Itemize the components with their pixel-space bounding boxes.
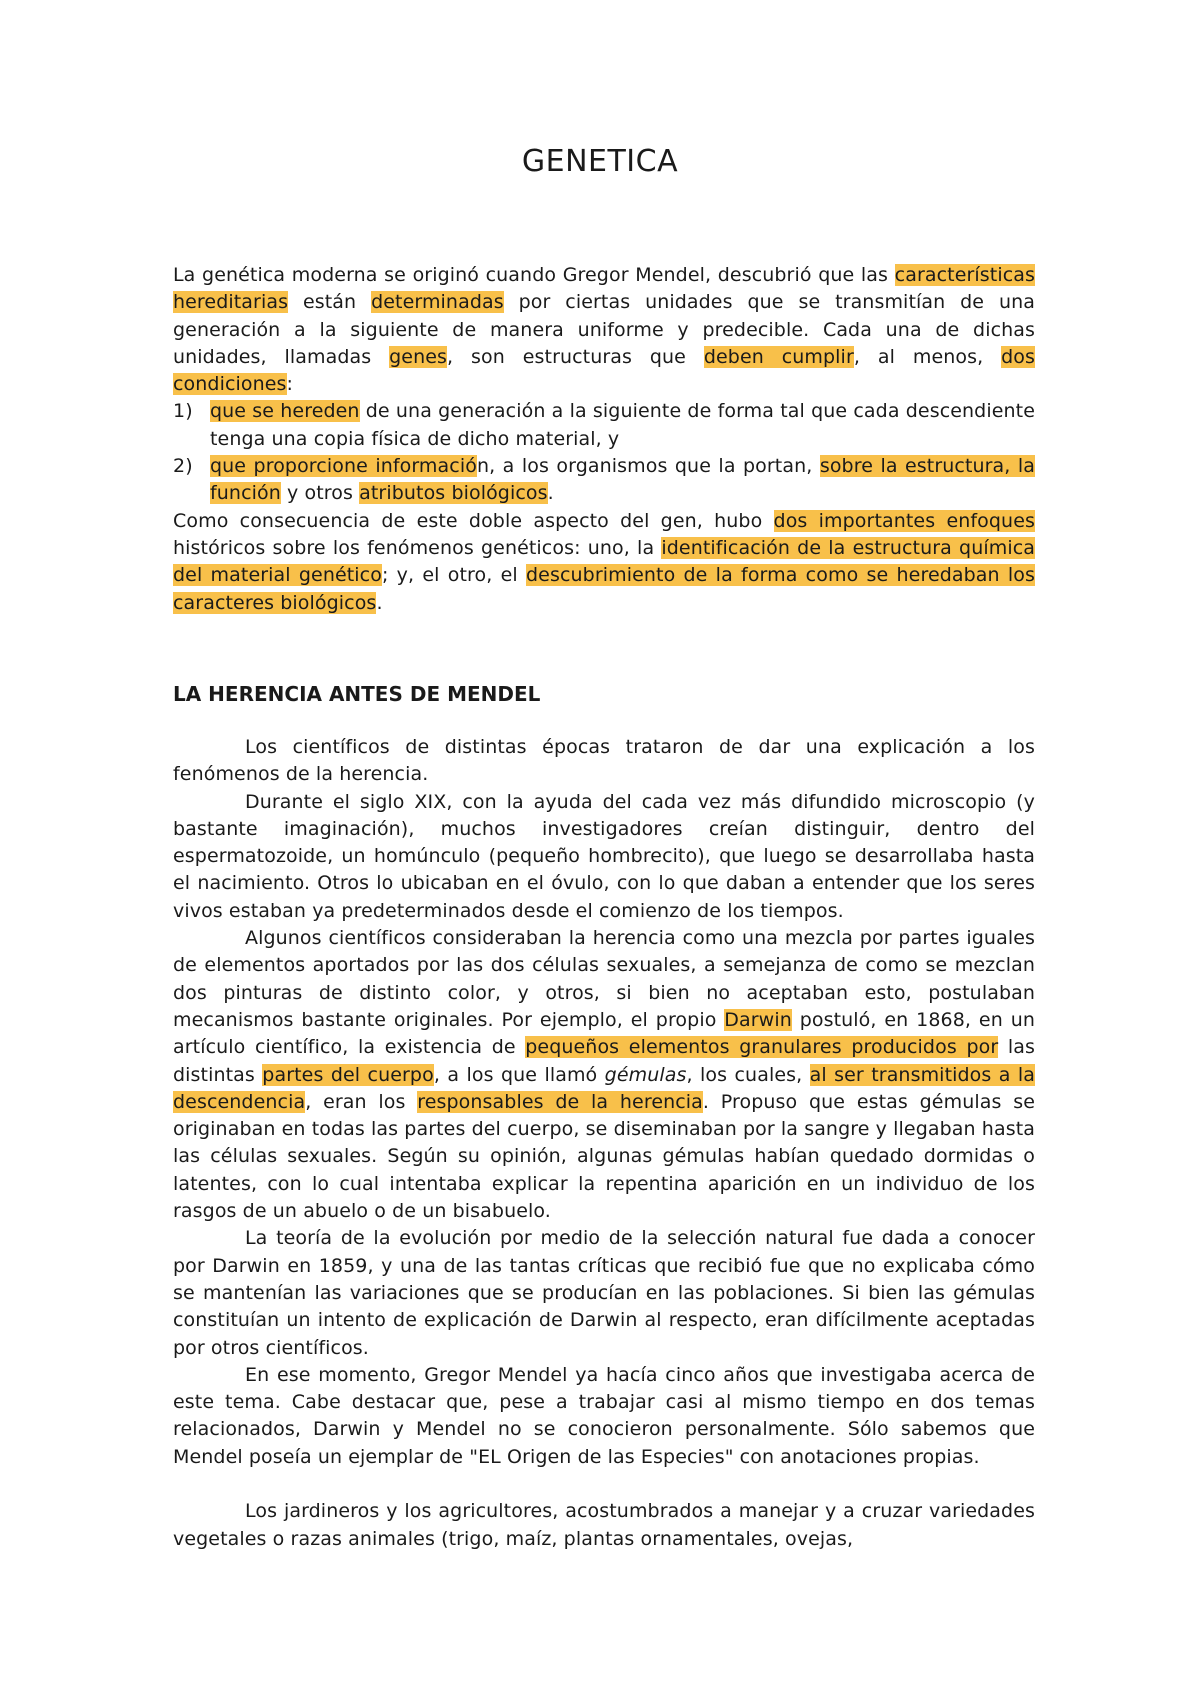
section-heading: LA HERENCIA ANTES DE MENDEL xyxy=(173,682,541,706)
highlight: responsables de la herencia xyxy=(417,1090,703,1113)
text-run: ; y, el otro, el xyxy=(381,564,527,587)
body-block xyxy=(173,734,1035,1553)
highlight: deben cumplir xyxy=(703,345,854,368)
text-run: : xyxy=(286,373,294,396)
text-run: y otros xyxy=(280,482,360,505)
highlight: sobre la estructura, la función xyxy=(210,455,1035,505)
text-run: , eran los xyxy=(305,1090,418,1113)
paragraph: Durante el siglo XIX, con la ayuda del cada vez más difundido microscopio (y bastante imaginación), muchos investigadores creían distinguir, dentro del espermatozoide, un homúnculo (pequeño hombrecito), que luego se desarrollaba hasta el nacimiento. Otros lo ubicaban en el óvulo, con lo que daban a entender que los seres vivos estaban ya predeterminados desde el comienzo de los tiempos. xyxy=(173,790,1035,922)
highlight: pequeños elementos granulares producidos por xyxy=(525,1036,999,1059)
text-run: , a los que llamó xyxy=(433,1063,605,1086)
text-run: . xyxy=(547,482,554,505)
text-run: Algunos científicos consideraban la herencia como una mezcla por partes iguales de elementos aportados por las dos células sexuales, a semejanza de como se mezclan dos pinturas de distinto color, y otros, si bien no aceptaban esto, postulaban mecanismos bastante originales. Por ejemplo, el propio xyxy=(173,927,1035,1031)
list-item xyxy=(173,453,1035,508)
highlight: dos importantes enfoques xyxy=(773,509,1035,532)
highlight: identificación de la estructura química del material genético xyxy=(173,536,1035,587)
text-run: . Propuso que estas gémulas se originaban en todas las partes del cuerpo, se diseminaban por la sangre y llegaban hasta las células sexuales. Según su opinión, algunas gémulas habían quedado dormidas o latentes, con lo cual intentaba explicar la repentina aparición en un individuo de los rasgos de un abuelo o de un bisabuelo. xyxy=(173,1090,1035,1223)
highlight: dos condiciones xyxy=(173,345,1035,396)
text-run: postuló, en 1868, en un artículo científico, la existencia de xyxy=(173,1008,1036,1059)
highlight: partes del cuerpo xyxy=(262,1063,434,1086)
conditions-list xyxy=(173,398,1035,507)
highlight: descubrimiento de la forma como se heredaban los caracteres biológicos xyxy=(173,564,1036,614)
consequence-paragraph xyxy=(173,508,1035,617)
text-run: , son estructuras que xyxy=(447,345,704,368)
list-item xyxy=(173,398,1035,453)
highlight: al ser transmitidos a la descendencia xyxy=(173,1063,1036,1113)
text-run: las distintas xyxy=(173,1036,1035,1086)
text-run: n, a los organismos que la portan, xyxy=(476,455,820,478)
highlight: que proporcione informació xyxy=(210,455,477,478)
text-run: históricos sobre los fenómenos genéticos: uno, la xyxy=(173,536,662,559)
text-run: de una generación a la siguiente de forma tal que cada descendiente tenga una copia física de dicho material, y xyxy=(210,400,1035,450)
text-run: están xyxy=(288,291,372,314)
text-run: , los cuales, xyxy=(686,1063,810,1086)
highlight: atributos biológicos xyxy=(359,482,548,505)
paragraph: La teoría de la evolución por medio de la selección natural fue dada a conocer por Darwin en 1859, y una de las tantas críticas que recibió fue que no explicaba cómo se mantenían las variaciones que se producían en las poblaciones. Si bien las gémulas constituían un intento de explicación de Darwin al respecto, eran difícilmente aceptadas por otros científicos. xyxy=(173,1227,1035,1359)
text-run: Como consecuencia de este doble aspecto del gen, hubo xyxy=(173,509,774,532)
intro-paragraph xyxy=(173,262,1035,398)
text-run: por ciertas unidades que se transmitían de una generación a la siguiente de manera uniforme y predecible. Cada una de dichas unidades, llamadas xyxy=(173,291,1035,368)
intro-block xyxy=(173,262,1035,617)
paragraph: En ese momento, Gregor Mendel ya hacía cinco años que investigaba acerca de este tema. Cabe destacar que, pese a trabajar casi al mismo tiempo en dos temas relacionados, Darwin y Mendel no se conocieron personalmente. Sólo sabemos que Mendel poseía un ejemplar de "EL Origen de las Especies" con anotaciones propias. xyxy=(173,1363,1035,1468)
list-number: 1) xyxy=(173,400,193,423)
paragraph xyxy=(173,925,1035,1225)
document-title: GENETICA xyxy=(521,144,679,179)
paragraph: Los jardineros y los agricultores, acostumbrados a manejar y a cruzar variedades vegetales o razas animales (trigo, maíz, plantas ornamentales, ovejas, xyxy=(173,1500,1035,1550)
highlight: genes xyxy=(389,345,448,368)
paragraph-gap xyxy=(173,1471,1035,1498)
text-run: , al menos, xyxy=(853,345,1002,368)
highlight: características hereditarias xyxy=(173,264,1035,314)
paragraph: Los científicos de distintas épocas trataron de dar una explicación a los fenómenos de la herencia. xyxy=(173,736,1035,786)
italic-term: gémulas xyxy=(604,1063,687,1086)
highlight: Darwin xyxy=(724,1008,792,1031)
text-run: La genética moderna se originó cuando Gregor Mendel, descubrió que las xyxy=(173,264,895,286)
highlight: que se hereden xyxy=(210,400,360,423)
highlight: determinadas xyxy=(371,291,504,314)
list-number: 2) xyxy=(173,455,193,478)
text-run: . xyxy=(376,591,383,614)
